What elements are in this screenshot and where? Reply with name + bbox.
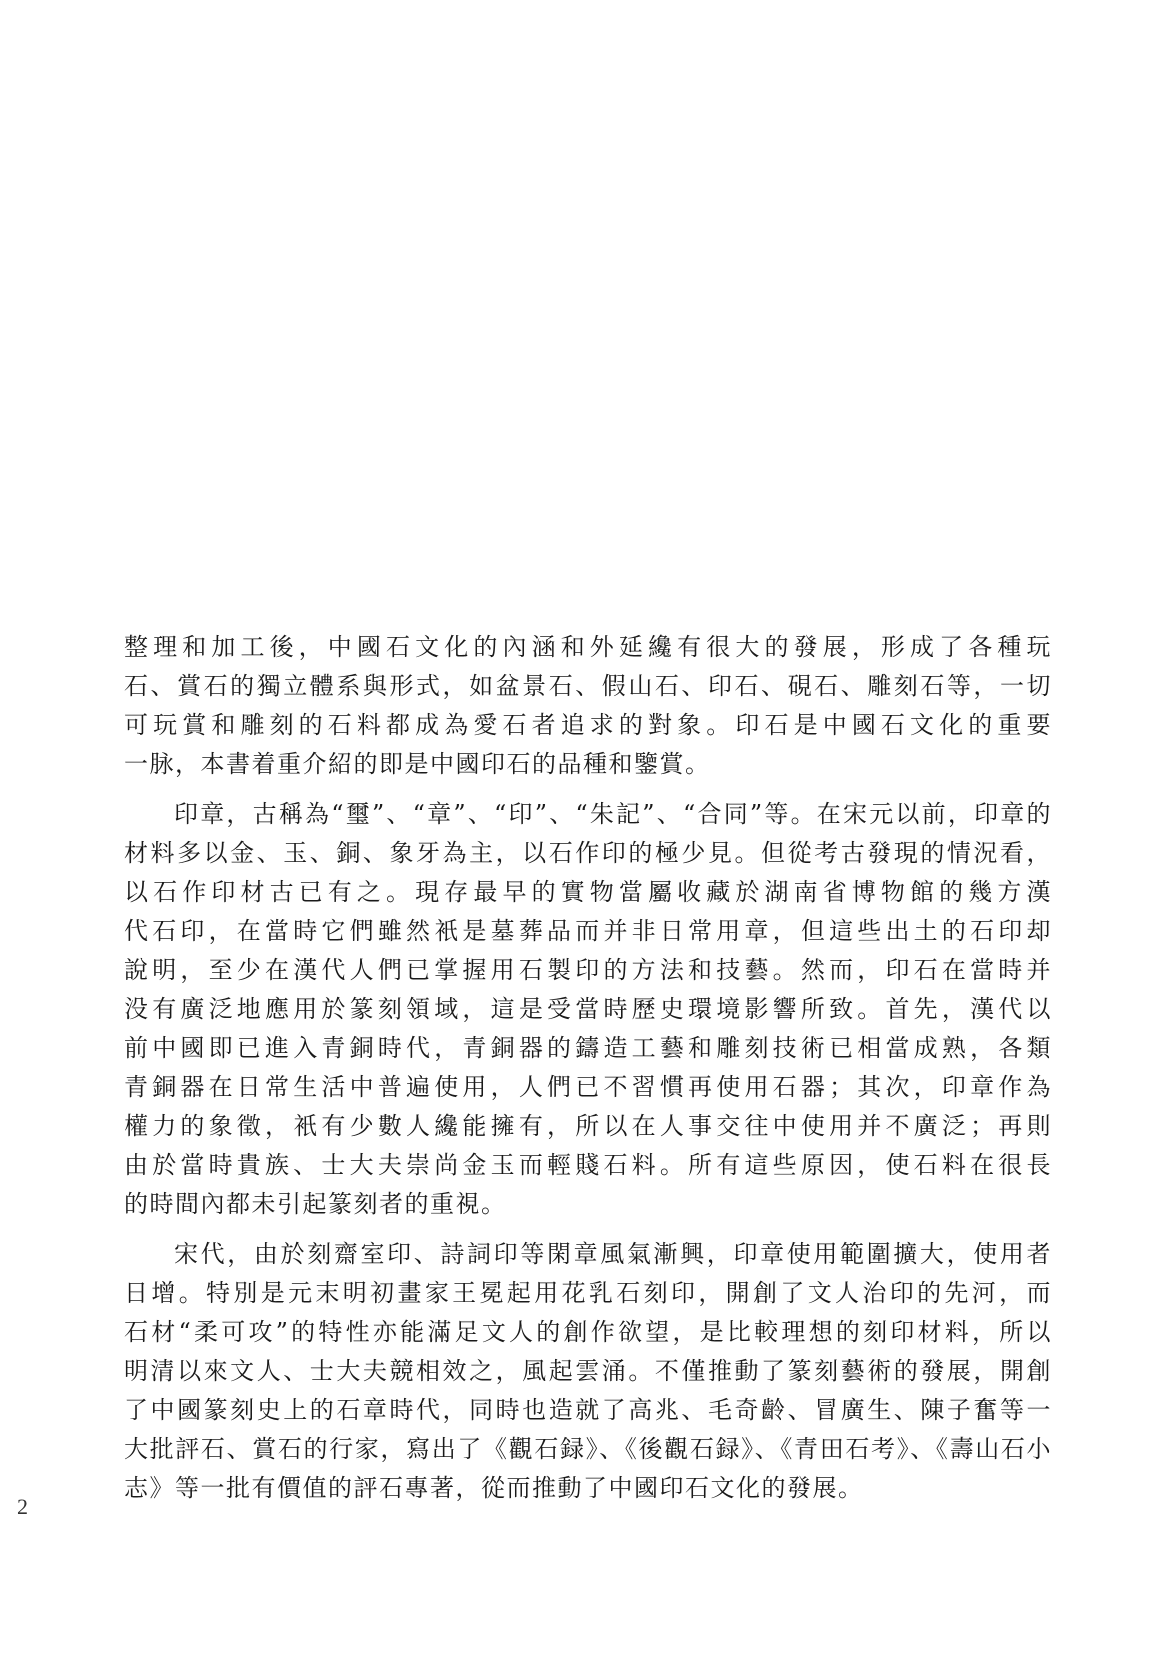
text-line: 材料多以金、玉、銅、象牙為主，以石作印的極少見。但從考古發現的情況看， — [124, 839, 1052, 867]
text-line: 可玩賞和雕刻的石料都成為愛石者追求的對象。印石是中國石文化的重要 — [124, 711, 1052, 739]
text-line: 前中國即已進入青銅時代，青銅器的鑄造工藝和雕刻技術已相當成熟，各類 — [124, 1034, 1052, 1062]
text-line: 由於當時貴族、士大夫崇尚金玉而輕賤石料。所有這些原因，使石料在很長 — [124, 1151, 1052, 1179]
text-line: 大批評石、賞石的行家，寫出了《觀石録》、《後觀石録》、《青田石考》、《壽山石小 — [124, 1435, 1052, 1463]
page-number: 2 — [17, 1494, 28, 1519]
text-line: 一脉，本書着重介紹的即是中國印石的品種和鑒賞。 — [124, 750, 711, 778]
text-line: 石、賞石的獨立體系與形式，如盆景石、假山石、印石、硯石、雕刻石等，一切 — [124, 672, 1052, 700]
paragraph — [124, 628, 1052, 784]
text-line: 日增。特別是元末明初畫家王冕起用花乳石刻印，開創了文人治印的先河，而 — [124, 1279, 1052, 1307]
text-line: 整理和加工後，中國石文化的內涵和外延纔有很大的發展，形成了各種玩 — [124, 633, 1052, 661]
text-line: 青銅器在日常生活中普遍使用，人們已不習慣再使用石器；其次，印章作為 — [124, 1073, 1052, 1101]
text-line: 宋代，由於刻齋室印、詩詞印等閑章風氣漸興，印章使用範圍擴大，使用者 — [174, 1240, 1052, 1268]
paragraph — [124, 795, 1052, 1224]
text-line: 石材“柔可攻”的特性亦能滿足文人的創作欲望，是比較理想的刻印材料，所以 — [124, 1318, 1052, 1346]
text-line: 以石作印材古已有之。現存最早的實物當屬收藏於湖南省博物館的幾方漢 — [124, 878, 1052, 906]
text-line: 印章，古稱為“璽”、“章”、“印”、“朱記”、“合同”等。在宋元以前，印章的 — [174, 800, 1052, 828]
text-line: 志》等一批有價值的評石專著，從而推動了中國印石文化的發展。 — [124, 1474, 864, 1502]
text-line: 權力的象徵，衹有少數人纔能擁有，所以在人事交往中使用并不廣泛；再則 — [124, 1112, 1052, 1140]
text-line: 明清以來文人、士大夫競相效之，風起雲涌。不僅推動了篆刻藝術的發展，開創 — [124, 1357, 1052, 1385]
text-line: 没有廣泛地應用於篆刻領域，這是受當時歷史環境影響所致。首先，漢代以 — [124, 995, 1052, 1023]
text-line: 的時間內都未引起篆刻者的重視。 — [124, 1190, 507, 1218]
text-line: 了中國篆刻史上的石章時代，同時也造就了高兆、毛奇齡、冒廣生、陳子奮等一 — [124, 1396, 1052, 1424]
text-line: 代石印，在當時它們雖然衹是墓葬品而并非日常用章，但這些出土的石印却 — [124, 917, 1052, 945]
text-line: 說明，至少在漢代人們已掌握用石製印的方法和技藝。然而，印石在當時并 — [124, 956, 1052, 984]
body-text — [124, 628, 1052, 1508]
paragraph — [124, 1235, 1052, 1508]
